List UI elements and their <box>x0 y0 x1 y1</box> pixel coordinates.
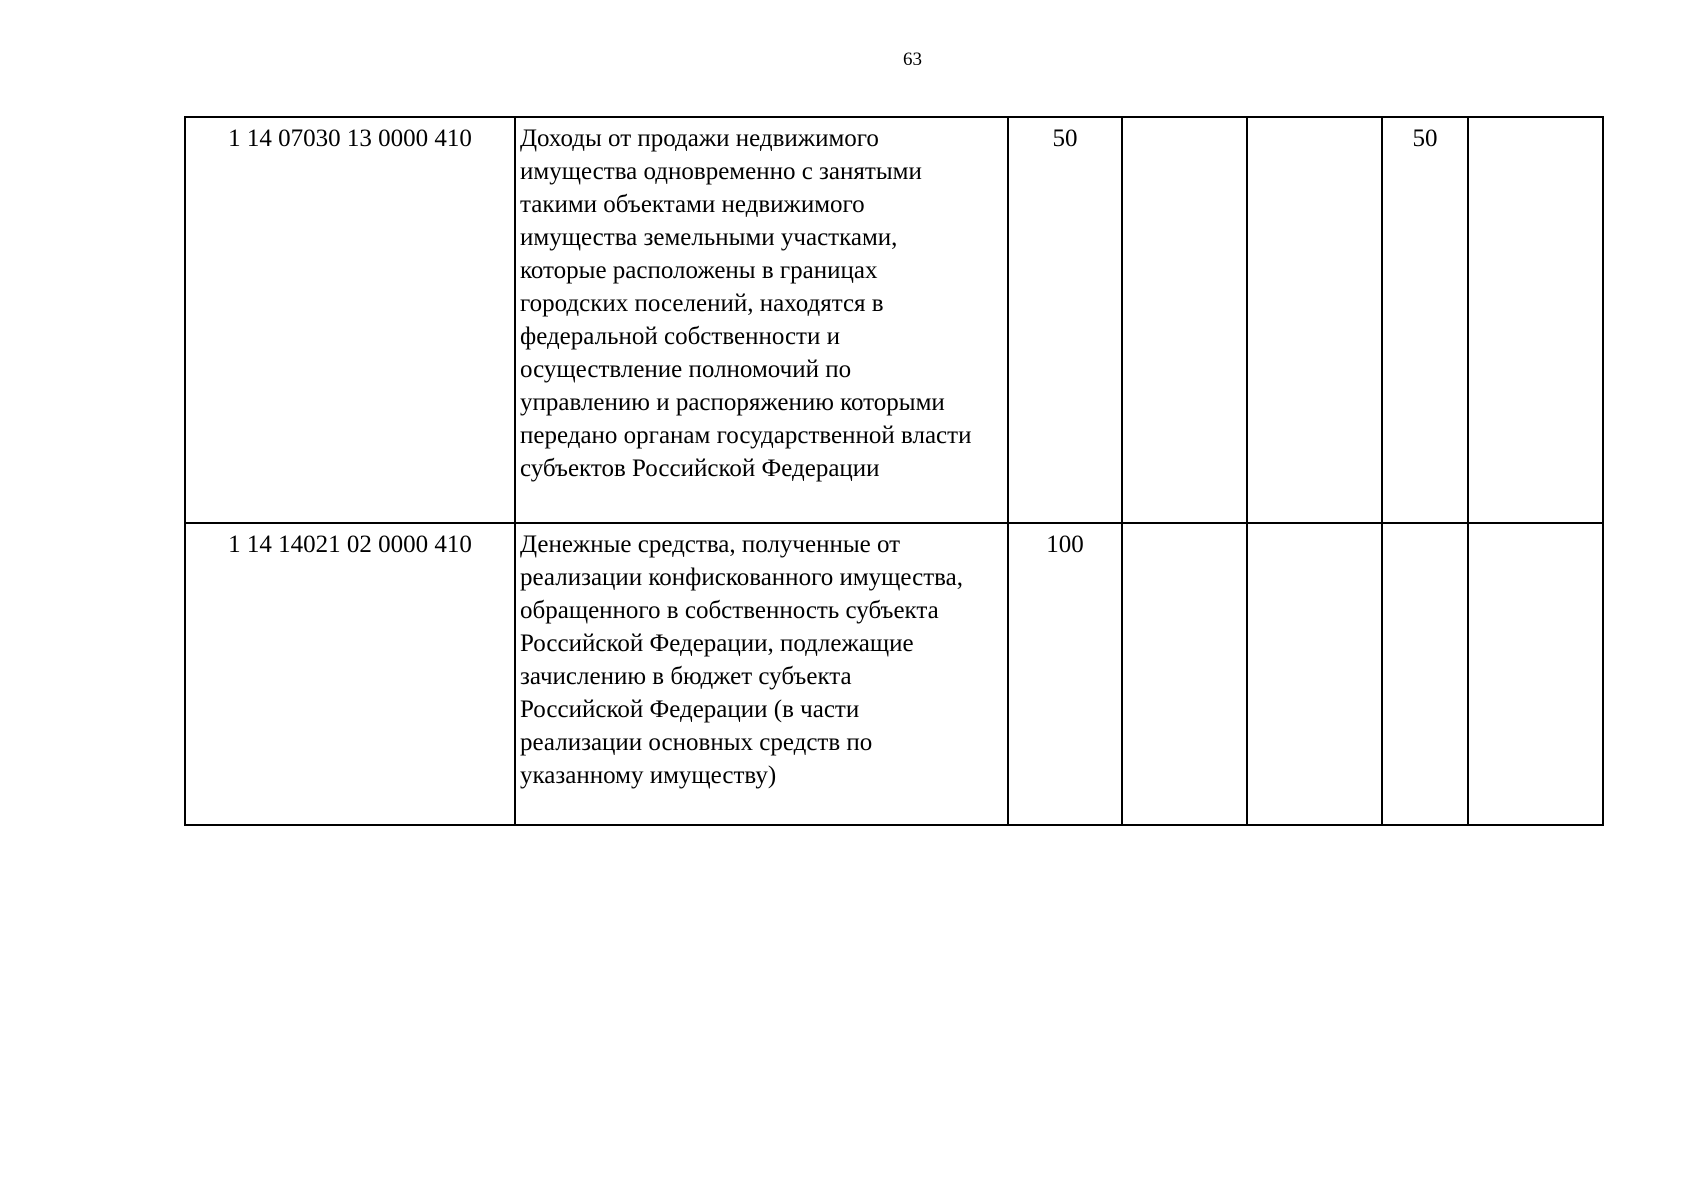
table-row <box>185 117 1603 523</box>
name-line: управлению и распоряжению которыми <box>520 389 945 416</box>
name-line: имущества земельными участками, <box>520 224 898 251</box>
name-line: имущества одновременно с занятыми <box>520 158 922 185</box>
value-cell: 50 <box>1008 117 1122 523</box>
name-line: Денежные средства, полученные от <box>520 531 901 558</box>
table-row <box>185 523 1603 825</box>
name-line: зачислению в бюджет субъекта <box>520 663 852 690</box>
page-number: 63 <box>903 49 922 70</box>
name-line: Доходы от продажи недвижимого <box>520 125 879 152</box>
name-line: Российской Федерации (в части <box>520 696 860 723</box>
value-cell <box>1122 117 1247 523</box>
name-line: обращенного в собственность субъекта <box>520 597 939 624</box>
name-line: такими объектами недвижимого <box>520 191 865 218</box>
value-cell <box>1247 523 1382 825</box>
revenue-code-cell: 1 14 14021 02 0000 410 <box>185 523 515 825</box>
revenue-name-cell <box>515 117 1008 523</box>
value-cell <box>1382 523 1468 825</box>
budget-revenue-table <box>184 116 1604 826</box>
name-line: реализации конфискованного имущества, <box>520 564 963 591</box>
name-line: субъектов Российской Федерации <box>520 455 880 482</box>
revenue-code-cell: 1 14 07030 13 0000 410 <box>185 117 515 523</box>
value-cell <box>1247 117 1382 523</box>
name-line: Российской Федерации, подлежащие <box>520 630 914 657</box>
value-cell: 100 <box>1008 523 1122 825</box>
value-cell <box>1468 523 1603 825</box>
name-line: которые расположены в границах <box>520 257 878 284</box>
name-line: реализации основных средств по <box>520 729 873 756</box>
value-cell: 50 <box>1382 117 1468 523</box>
name-line: указанному имуществу) <box>520 762 777 789</box>
value-cell <box>1122 523 1247 825</box>
value-cell <box>1468 117 1603 523</box>
revenue-name-cell <box>515 523 1008 825</box>
name-line: федеральной собственности и <box>520 323 840 350</box>
name-line: осуществление полномочий по <box>520 356 852 383</box>
name-line: передано органам государственной власти <box>520 422 972 449</box>
name-line: городских поселений, находятся в <box>520 290 884 317</box>
